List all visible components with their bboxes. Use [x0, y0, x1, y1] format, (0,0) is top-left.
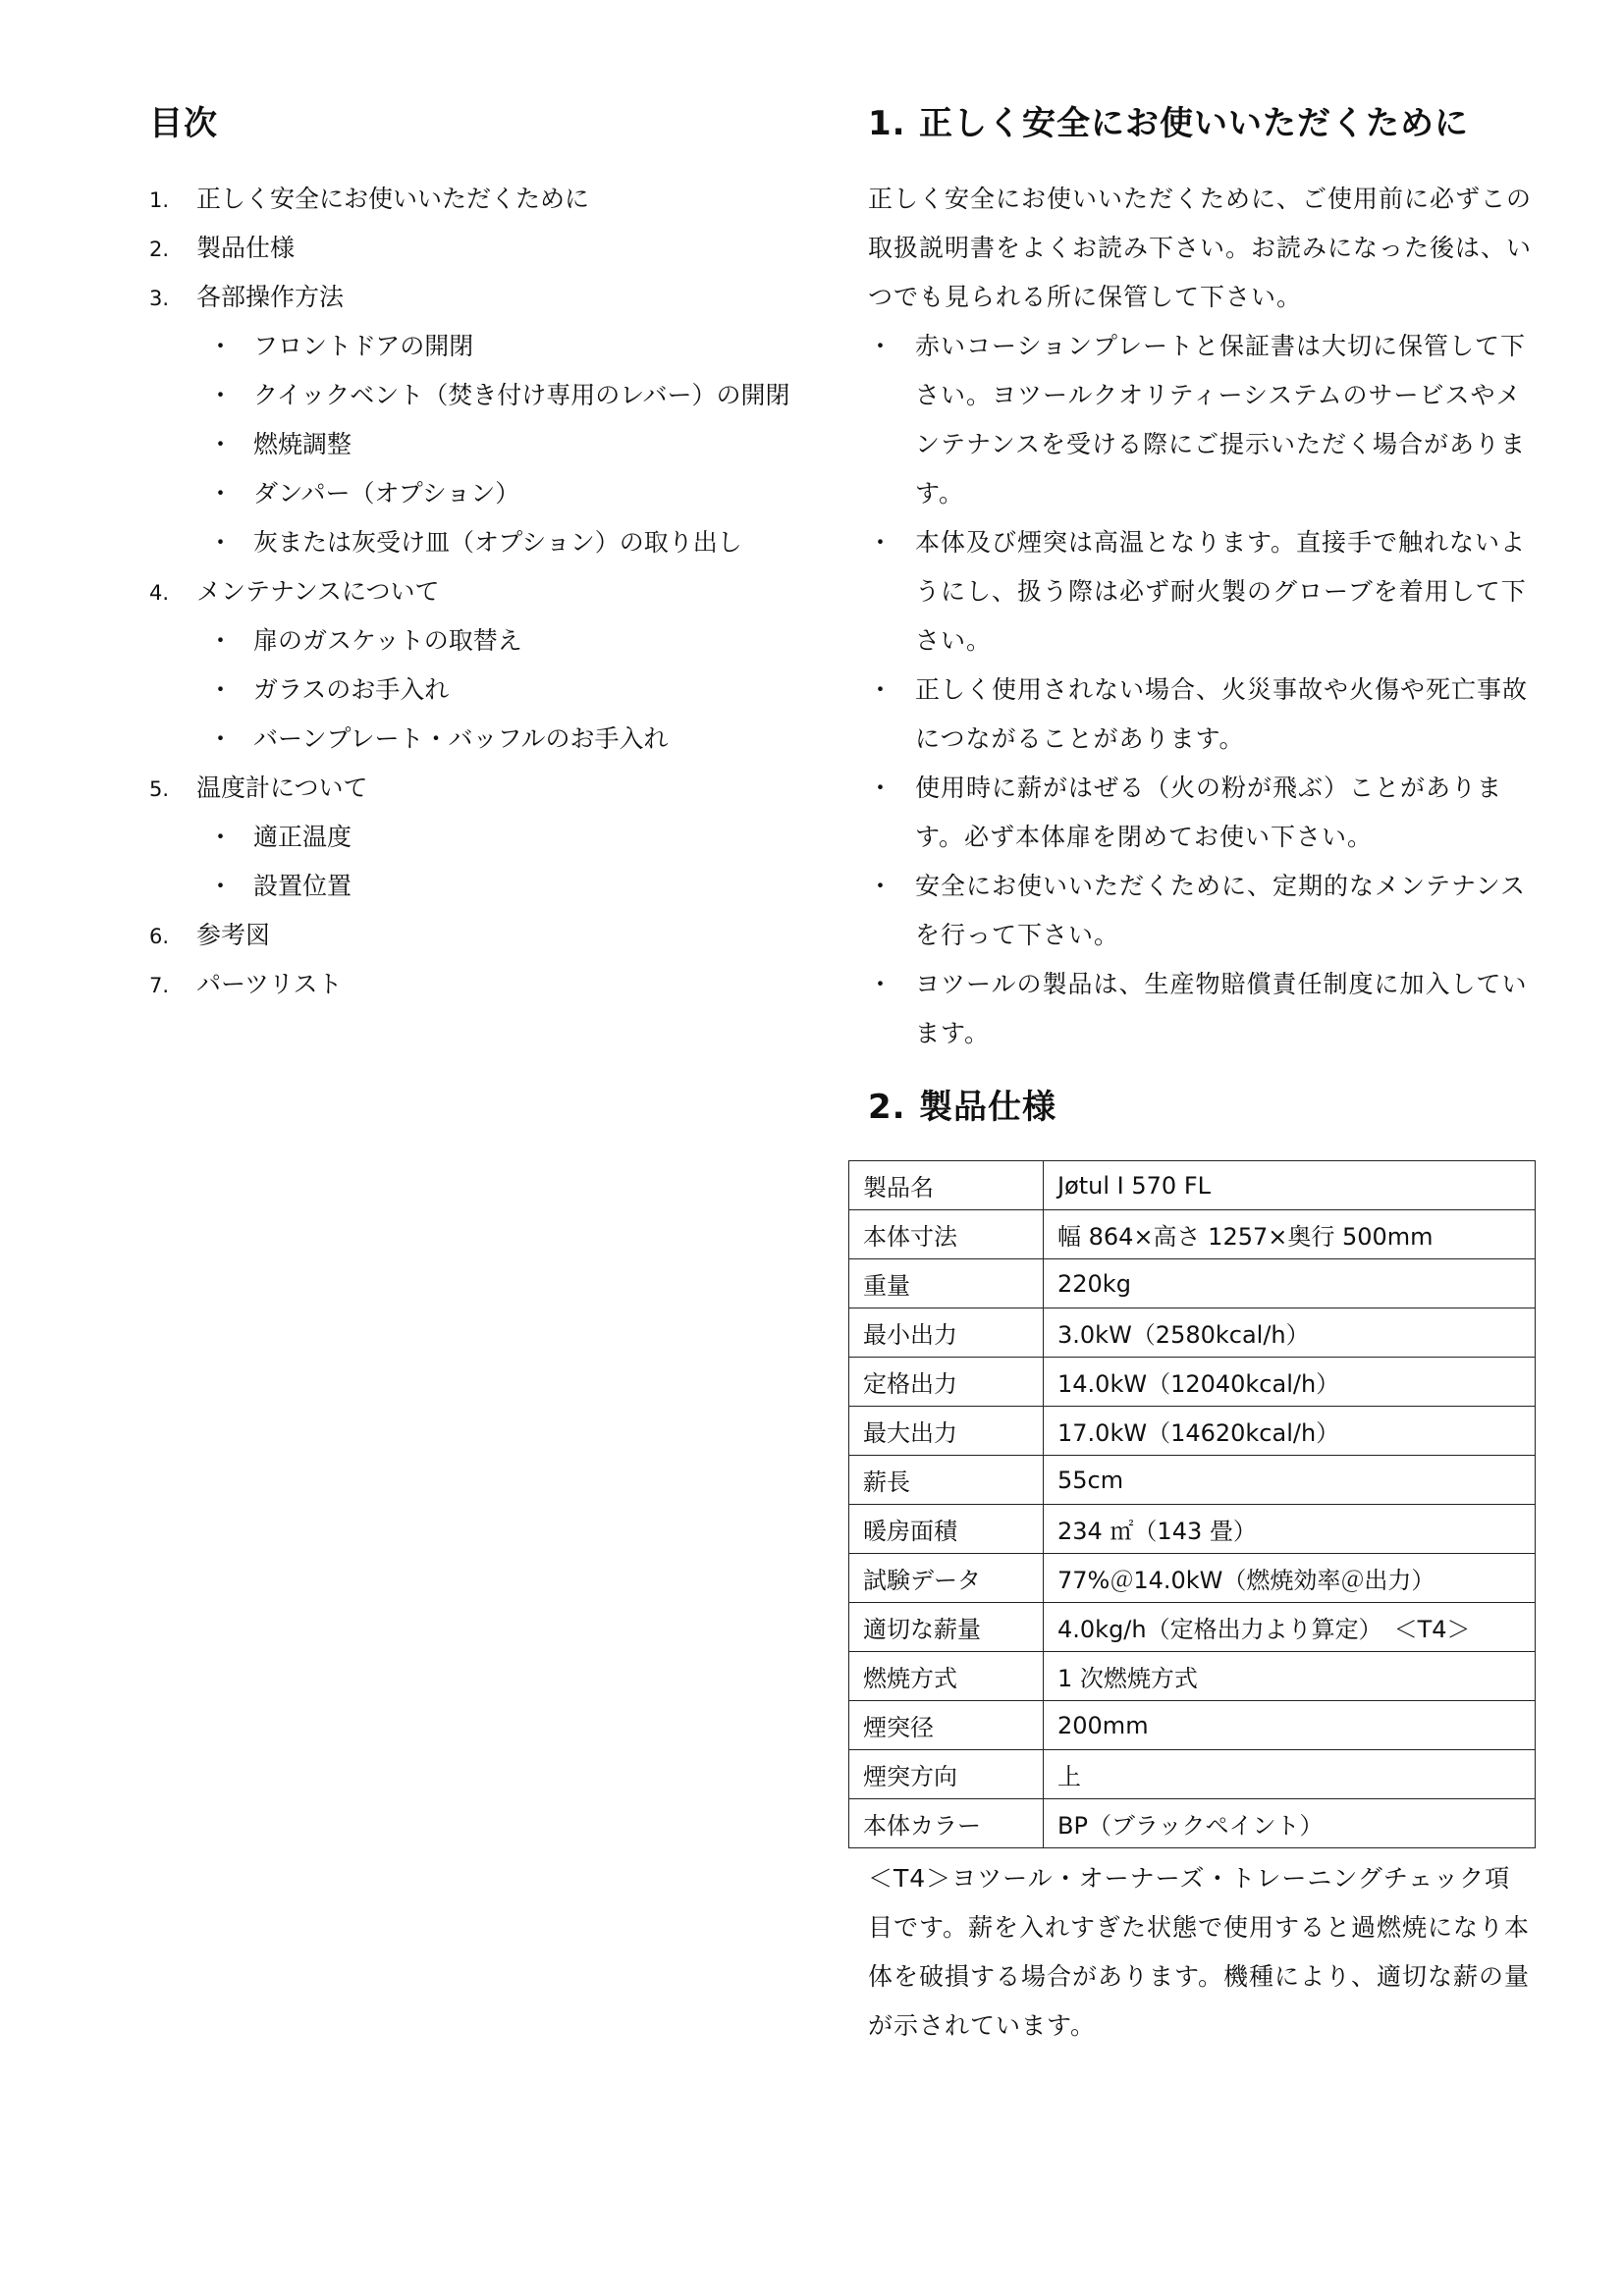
table-row	[849, 1750, 1536, 1799]
bullet-icon: ・	[208, 528, 234, 557]
bullet-icon: ・	[208, 430, 234, 458]
spec-key: 本体カラー	[849, 1799, 1044, 1848]
spec-key: 燃焼方式	[849, 1652, 1044, 1701]
toc-item-number: 5.	[149, 777, 170, 801]
bullet-icon: ・	[208, 332, 234, 360]
table-row	[849, 1210, 1536, 1259]
safety-bullet	[868, 764, 1536, 862]
toc-item	[149, 567, 837, 616]
table-row	[849, 1652, 1536, 1701]
spec-value: 1 次燃焼方式	[1044, 1652, 1536, 1701]
toc-subitem-text: バーンプレート・バッフルのお手入れ	[253, 724, 669, 753]
bullet-icon: ・	[868, 774, 894, 802]
section1-intro: 正しく安全にお使いいただくために、ご使用前に必ずこの取扱説明書をよくお読み下さい。お読みになった後は、いつでも見られる所に保管して下さい。	[868, 185, 1533, 311]
toc-subitem-text: 灰または灰受け皿（オプション）の取り出し	[253, 528, 742, 557]
spec-value: BP（ブラックペイント）	[1044, 1799, 1536, 1848]
safety-bullet	[868, 518, 1536, 666]
toc-subitem	[149, 813, 837, 862]
section2-title: 製品仕様	[919, 1088, 1056, 1127]
spec-value: 234 ㎡（143 畳）	[1044, 1505, 1536, 1554]
table-row	[849, 1505, 1536, 1554]
spec-value: 77%＠14.0kW（燃焼効率＠出力）	[1044, 1554, 1536, 1603]
toc-subitem	[149, 666, 837, 715]
toc-item-text: 各部操作方法	[196, 283, 345, 311]
spec-key: 最小出力	[849, 1308, 1044, 1358]
spec-table	[848, 1160, 1536, 1848]
safety-bullets	[868, 322, 1536, 1058]
bullet-icon: ・	[868, 528, 894, 557]
spec-value: 17.0kW（14620kcal/h）	[1044, 1407, 1536, 1456]
toc-item-number: 6.	[149, 925, 170, 948]
section2-number: 2.	[868, 1088, 906, 1127]
spec-key: 暖房面積	[849, 1505, 1044, 1554]
spec-key: 適切な薪量	[849, 1603, 1044, 1652]
spec-value: 上	[1044, 1750, 1536, 1799]
spec-value: 220kg	[1044, 1259, 1536, 1308]
toc-item-number: 3.	[149, 287, 170, 310]
toc-subitem-text: 設置位置	[253, 872, 352, 900]
toc-subitem-text: 適正温度	[253, 823, 352, 851]
toc-subitem-text: 扉のガスケットの取替え	[253, 626, 522, 655]
toc-item	[149, 224, 837, 273]
toc-subitem	[149, 518, 837, 567]
table-row	[849, 1358, 1536, 1407]
table-row	[849, 1456, 1536, 1505]
spec-key: 最大出力	[849, 1407, 1044, 1456]
spec-key: 本体寸法	[849, 1210, 1044, 1259]
safety-bullet-text: 本体及び煙突は高温となります。直接手で触れないようにし、扱う際は必ず耐火製のグローブを着用して下さい。	[915, 528, 1527, 655]
safety-bullet	[868, 862, 1536, 960]
spec-key: 煙突方向	[849, 1750, 1044, 1799]
safety-bullet-text: 正しく使用されない場合、火災事故や火傷や死亡事故につながることがあります。	[915, 675, 1529, 753]
safety-bullet-text: ヨツールの製品は、生産物賠償責任制度に加入しています。	[915, 970, 1528, 1047]
spec-value: 3.0kW（2580kcal/h）	[1044, 1308, 1536, 1358]
toc-subitem	[149, 420, 837, 469]
section1-title: 正しく安全にお使いいただくために	[919, 104, 1469, 143]
table-row	[849, 1554, 1536, 1603]
toc-item	[149, 960, 837, 1009]
toc-subitem	[149, 469, 837, 518]
bullet-icon: ・	[208, 823, 234, 851]
safety-bullet	[868, 960, 1536, 1058]
toc-item-text: 正しく安全にお使いいただくために	[196, 185, 590, 213]
toc-subitem	[149, 715, 837, 764]
safety-bullet-text: 安全にお使いいただくために、定期的なメンテナンスを行って下さい。	[915, 872, 1527, 949]
section2-heading	[868, 1078, 1536, 1137]
toc-title: 目次	[149, 104, 218, 143]
toc-item-number: 2.	[149, 238, 170, 261]
bullet-icon: ・	[868, 332, 894, 360]
toc-subitem-text: 燃焼調整	[253, 430, 352, 458]
toc-subitem	[149, 322, 837, 371]
bullet-icon: ・	[208, 479, 234, 507]
safety-bullet-text: 赤いコーションプレートと保証書は大切に保管して下さい。ヨツールクオリティーシステムのサービスやメンテナンスを受ける際にご提示いただく場合があります。	[915, 332, 1527, 507]
toc-subitem-text: ダンパー（オプション）	[253, 479, 520, 507]
toc-item-text: パーツリスト	[196, 970, 343, 998]
table-row	[849, 1308, 1536, 1358]
toc-item-text: 温度計について	[196, 774, 368, 802]
bullet-icon: ・	[868, 970, 894, 998]
spec-key: 試験データ	[849, 1554, 1044, 1603]
toc-list	[149, 175, 837, 1009]
bullet-icon: ・	[208, 381, 234, 409]
toc-item-number: 7.	[149, 974, 170, 997]
toc-column	[149, 94, 837, 1009]
spec-key: 煙突径	[849, 1701, 1044, 1750]
table-row	[849, 1259, 1536, 1308]
toc-subitem	[149, 371, 837, 420]
table-row	[849, 1407, 1536, 1456]
section1-number: 1.	[868, 104, 906, 143]
toc-item-number: 1.	[149, 188, 170, 212]
table-row	[849, 1799, 1536, 1848]
spec-value: 幅 864×高さ 1257×奥行 500mm	[1044, 1210, 1536, 1259]
spec-value: Jøtul I 570 FL	[1044, 1161, 1536, 1210]
toc-item	[149, 273, 837, 322]
spec-note: ＜T4＞ヨツール・オーナーズ・トレーニングチェック項目です。薪を入れすぎた状態で使用すると過燃焼になり本体を破損する場合があります。機種により、適切な薪の量が示されています。	[868, 1864, 1531, 2040]
toc-subitem-text: クイックベント（焚き付け専用のレバー）の開閉	[253, 381, 790, 409]
bullet-icon: ・	[208, 626, 234, 655]
table-row	[849, 1701, 1536, 1750]
spec-value: 4.0kg/h（定格出力より算定） ＜T4＞	[1044, 1603, 1536, 1652]
spec-key: 製品名	[849, 1161, 1044, 1210]
spec-value: 55cm	[1044, 1456, 1536, 1505]
toc-subitem	[149, 862, 837, 911]
spec-value: 14.0kW（12040kcal/h）	[1044, 1358, 1536, 1407]
safety-bullet	[868, 322, 1536, 518]
toc-item-text: 製品仕様	[196, 234, 296, 262]
spec-key: 定格出力	[849, 1358, 1044, 1407]
bullet-icon: ・	[868, 675, 894, 704]
spec-key: 薪長	[849, 1456, 1044, 1505]
toc-item-text: 参考図	[196, 921, 271, 949]
toc-item-number: 4.	[149, 581, 170, 605]
toc-item	[149, 175, 837, 224]
content-column	[863, 94, 1536, 2075]
table-row	[849, 1161, 1536, 1210]
safety-bullet-text: 使用時に薪がはぜる（火の粉が飛ぶ）ことがあります。必ず本体扉を閉めてお使い下さい。	[915, 774, 1503, 851]
spec-value: 200mm	[1044, 1701, 1536, 1750]
bullet-icon: ・	[208, 724, 234, 753]
spec-key: 重量	[849, 1259, 1044, 1308]
safety-bullet	[868, 666, 1536, 764]
toc-item	[149, 911, 837, 960]
table-row	[849, 1603, 1536, 1652]
toc-subitem-text: ガラスのお手入れ	[253, 675, 450, 704]
toc-subitem-text: フロントドアの開閉	[253, 332, 474, 360]
bullet-icon: ・	[208, 872, 234, 900]
toc-subitem	[149, 616, 837, 666]
bullet-icon: ・	[868, 872, 894, 900]
toc-item-text: メンテナンスについて	[196, 577, 440, 606]
toc-item	[149, 764, 837, 813]
bullet-icon: ・	[208, 675, 234, 704]
section1-heading	[868, 94, 1536, 153]
